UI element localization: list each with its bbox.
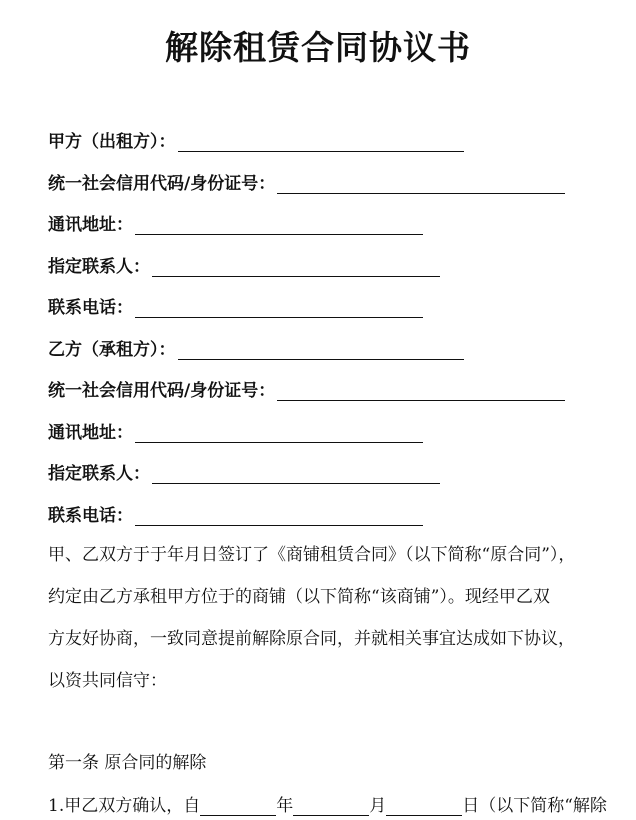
party-a-address-blank[interactable]: [135, 216, 423, 235]
clause-1-day-blank[interactable]: [386, 797, 462, 816]
party-b-phone-label: 联系电话：: [48, 506, 133, 526]
clause-1-year-blank[interactable]: [200, 797, 276, 816]
party-a-contact-blank[interactable]: [152, 258, 440, 277]
party-a-credit-code-blank[interactable]: [277, 175, 565, 194]
party-a-credit-code-label: 统一社会信用代码/身份证号：: [48, 174, 276, 194]
party-b-contact-blank[interactable]: [152, 465, 440, 484]
party-a-address-label: 通讯地址：: [48, 215, 133, 235]
clause-1-month-label: 月: [369, 796, 387, 816]
party-a-contact-field: [48, 251, 440, 277]
intro-line: 约定由乙方承租甲方位于的商铺（以下简称“该商铺”）。现经甲乙双: [48, 587, 550, 607]
party-a-credit-code-field: [48, 168, 565, 194]
party-b-address-label: 通讯地址：: [48, 423, 133, 443]
party-a-phone-label: 联系电话：: [48, 298, 133, 318]
party-b-name-field: [48, 334, 464, 360]
party-b-credit-code-field: [48, 375, 565, 401]
intro-line: 甲、乙双方于于年月日签订了《商铺租赁合同》（以下简称“原合同”），: [48, 545, 576, 565]
clause-1-month-blank[interactable]: [293, 797, 369, 816]
party-a-name-blank[interactable]: [178, 133, 464, 152]
party-b-phone-field: [48, 500, 423, 526]
section-heading: 第一条 原合同的解除: [48, 753, 207, 773]
party-b-credit-code-blank[interactable]: [277, 382, 565, 401]
clause-1-year-label: 年: [276, 796, 294, 816]
party-b-contact-field: [48, 458, 440, 484]
clause-1-prefix: 1.甲乙双方确认，自: [48, 796, 201, 816]
clause-1: [48, 790, 607, 816]
intro-paragraph: [48, 534, 628, 702]
party-b-name-blank[interactable]: [178, 341, 464, 360]
party-b-address-field: [48, 417, 423, 443]
intro-line: 方友好协商，一致同意提前解除原合同，并就相关事宜达成如下协议，: [48, 629, 575, 649]
party-a-phone-blank[interactable]: [135, 299, 423, 318]
party-a-name-field: [48, 126, 464, 152]
party-b-credit-code-label: 统一社会信用代码/身份证号：: [48, 381, 276, 401]
party-a-contact-label: 指定联系人：: [48, 257, 150, 277]
document-title: 解除租赁合同协议书: [165, 28, 471, 67]
clause-1-day-suffix: 日（以下简称“解除: [462, 796, 607, 816]
party-a-phone-field: [48, 292, 423, 318]
intro-line: 以资共同信守：: [48, 671, 167, 691]
party-b-contact-label: 指定联系人：: [48, 464, 150, 484]
party-a-address-field: [48, 209, 423, 235]
party-b-name-label: 乙方（承租方）：: [48, 340, 176, 360]
party-a-name-label: 甲方（出租方）：: [48, 132, 176, 152]
party-b-address-blank[interactable]: [135, 424, 423, 443]
party-b-phone-blank[interactable]: [135, 507, 423, 526]
